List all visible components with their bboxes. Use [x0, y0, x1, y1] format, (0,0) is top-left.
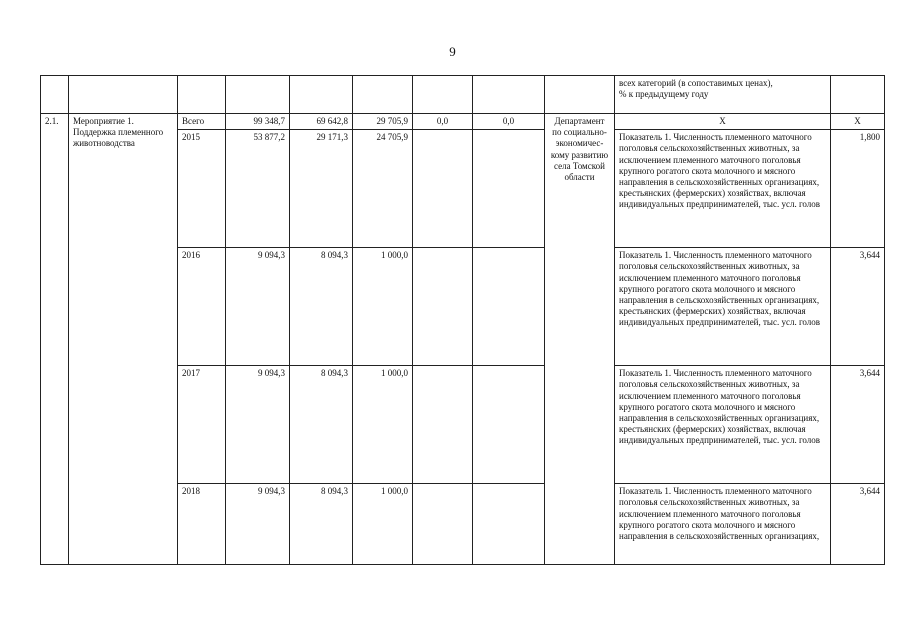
value-3-cell: 1 000,0: [353, 484, 413, 565]
empty-cell: [473, 248, 545, 366]
row-number: 2.1.: [41, 114, 69, 565]
value-2-cell: 8 094,3: [290, 366, 353, 484]
indicator-cell: Показатель 1. Численность племенного маточного поголовья сельскохозяйственных животных, за исключением племенного маточного поголовья крупного рогатого скота молочного и мясного направления в сельскохозяйственных организациях, крестьянских (фермерских) хозяйствах, включая индивидуальных предпринимателей, тыс. усл. голов: [615, 248, 831, 366]
page-number: 9: [449, 44, 456, 59]
empty-cell: [413, 76, 473, 114]
total-value-3: 29 705,9: [353, 114, 413, 130]
total-value-4: 0,0: [413, 114, 473, 130]
target-value-cell: 3,644: [831, 248, 885, 366]
table-row: [41, 76, 885, 114]
value-2-cell: 8 094,3: [290, 484, 353, 565]
year-cell: 2017: [178, 366, 226, 484]
empty-cell: [413, 130, 473, 248]
table-row: [41, 114, 885, 130]
value-3-cell: 1 000,0: [353, 248, 413, 366]
year-cell: 2016: [178, 248, 226, 366]
empty-cell: [545, 76, 615, 114]
total-value-1: 99 348,7: [226, 114, 290, 130]
indicator-cell: Показатель 1. Численность племенного маточного поголовья сельскохозяйственных животных, за исключением племенного маточного поголовья крупного рогатого скота молочного и мясного направления в сельскохозяйственных организациях, крестьянских (фермерских) хозяйствах, включая индивидуальных предпринимателей, тыс. усл. голов: [615, 130, 831, 248]
value-2-cell: 29 171,3: [290, 130, 353, 248]
total-value-2: 69 642,8: [290, 114, 353, 130]
empty-cell: [413, 484, 473, 565]
empty-cell: [290, 76, 353, 114]
target-value-cell: 3,644: [831, 366, 885, 484]
empty-cell: [226, 76, 290, 114]
empty-cell: [473, 484, 545, 565]
empty-cell: [473, 130, 545, 248]
empty-cell: [473, 366, 545, 484]
indicator-cell: всех категорий (в сопоставимых ценах), % к предыдущему году: [615, 76, 831, 114]
value-1-cell: 9 094,3: [226, 248, 290, 366]
year-cell: 2018: [178, 484, 226, 565]
empty-cell: [178, 76, 226, 114]
indicator-cell: Показатель 1. Численность племенного маточного поголовья сельскохозяйственных животных, за исключением племенного маточного поголовья крупного рогатого скота молочного и мясного направления в сельскохозяйственных организациях,: [615, 484, 831, 565]
year-cell: 2015: [178, 130, 226, 248]
empty-cell: [413, 248, 473, 366]
value-3-cell: 24 705,9: [353, 130, 413, 248]
activity-name: Мероприятие 1. Поддержка племенного животноводства: [69, 114, 178, 565]
value-1-cell: 9 094,3: [226, 484, 290, 565]
indicator-cell: Показатель 1. Численность племенного маточного поголовья сельскохозяйственных животных, за исключением племенного маточного поголовья крупного рогатого скота молочного и мясного направления в сельскохозяйственных организациях, крестьянских (фермерских) хозяйствах, включая индивидуальных предпринимателей, тыс. усл. голов: [615, 366, 831, 484]
value-1-cell: 9 094,3: [226, 366, 290, 484]
value-cell: Х: [831, 114, 885, 130]
empty-cell: [41, 76, 69, 114]
target-value-cell: 3,644: [831, 484, 885, 565]
program-table: [40, 75, 885, 565]
empty-cell: [413, 366, 473, 484]
value-2-cell: 8 094,3: [290, 248, 353, 366]
indicator-cell: Х: [615, 114, 831, 130]
total-value-5: 0,0: [473, 114, 545, 130]
target-value-cell: 1,800: [831, 130, 885, 248]
total-label: Всего: [178, 114, 226, 130]
empty-cell: [831, 76, 885, 114]
empty-cell: [353, 76, 413, 114]
department-cell: Департамент по социально-экономичес-кому развитию села Томской области: [545, 114, 615, 565]
value-3-cell: 1 000,0: [353, 366, 413, 484]
empty-cell: [69, 76, 178, 114]
value-1-cell: 53 877,2: [226, 130, 290, 248]
empty-cell: [473, 76, 545, 114]
